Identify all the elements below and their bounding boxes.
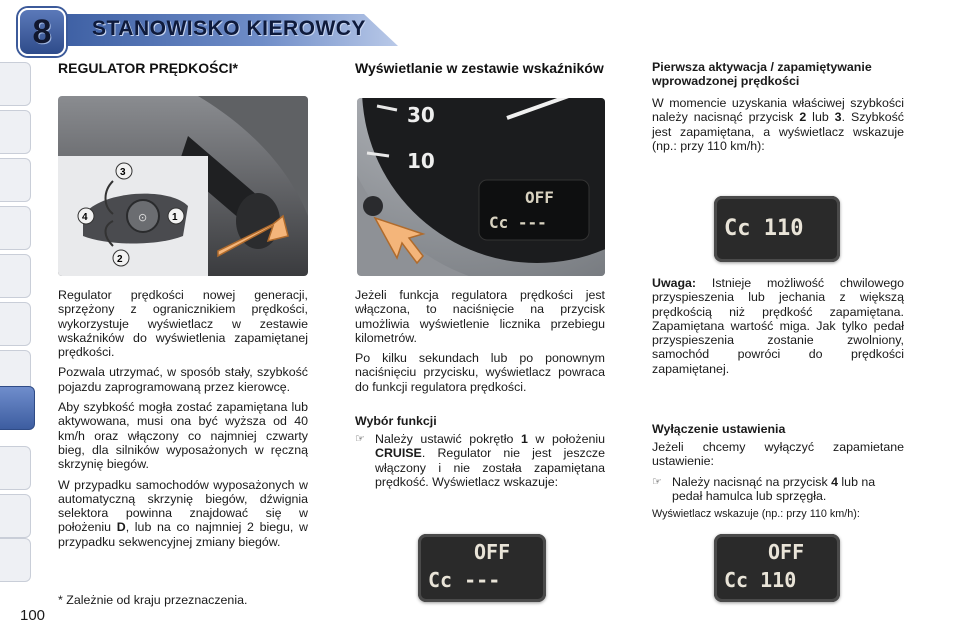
column-activation <box>652 60 904 159</box>
side-tab-11[interactable] <box>0 538 31 582</box>
side-tab-9[interactable] <box>0 446 31 490</box>
side-tab-10[interactable] <box>0 494 31 538</box>
paragraph: Aby szybkość mogła zostać zapamiętana lub aktywowana, musi ona być wyższa od 40 km/h oraz włączony co najmniej czwarty bieg, dla silników wyposażonych w ręczną skrzynię biegów. <box>58 400 308 472</box>
page-number: 100 <box>20 607 46 624</box>
svg-text:4: 4 <box>82 212 88 223</box>
svg-text:3: 3 <box>120 167 126 178</box>
gauge-label: 30 <box>407 103 435 127</box>
subheading-select: Wybór funkcji <box>355 414 437 429</box>
list-item: ☞ Należy nacisnąć na przycisk 4 lub na pedał hamulca lub sprzęgła. <box>652 474 876 503</box>
side-tab-4[interactable] <box>0 206 31 250</box>
lcd-line-1: OFF <box>525 188 554 207</box>
svg-text:1: 1 <box>172 212 178 223</box>
column-3-text <box>652 276 904 528</box>
section-title-display: Wyświetlanie w zestawie wskaźników <box>355 60 604 76</box>
column-1-text <box>58 288 308 555</box>
paragraph: Pozwala utrzymać, w sposób stały, szybkość pojazdu zaprogramowaną przez kierowcę. <box>58 365 308 394</box>
chapter-badge: 8 <box>18 8 66 56</box>
section-title-cruise: REGULATOR PRĘDKOŚCI* <box>58 60 238 76</box>
side-tab-8-active[interactable] <box>0 386 35 430</box>
side-tabs <box>0 62 30 582</box>
side-tab-2[interactable] <box>0 110 31 154</box>
side-tab-6[interactable] <box>0 302 31 346</box>
subheading-activation: Pierwsza aktywacja / zapamiętywanie wprowadzonej prędkości <box>652 60 872 88</box>
side-tab-5[interactable] <box>0 254 31 298</box>
lcd-off-cc-110: OFF Cc 110 <box>714 534 840 602</box>
instrument-cluster-photo <box>357 98 605 276</box>
lcd-cc-110: Cc 110 <box>714 196 840 262</box>
paragraph: W przypadku samochodów wyposażonych w automatyczną skrzynię biegów, dźwignia selektora powinna znajdować się w położeniu D, lub na co najmniej 2 biegu, w przypadku sekwencyjnej zmiany biegów. <box>58 477 309 549</box>
paragraph: Po kilku sekundach lub po ponownym naciśnięciu przycisku, wyświetlacz powraca do funkcji regulatora prędkości. <box>355 351 605 394</box>
note-paragraph: Uwaga: Istnieje możliwość chwilowego przyspieszenia lub jechania z większą prędkością niż prędkość zapamiętana. Zapamiętana wartość miga. Jak tylko pedał przyspieszenia zostanie zwolniony, samochód powróci do prędkości zapamiętanej. <box>652 276 904 376</box>
lcd-off-cc-dash: OFF Cc --- <box>418 534 546 602</box>
side-tab-1[interactable] <box>0 62 31 106</box>
subheading-off: Wyłączenie ustawienia <box>652 422 786 437</box>
paragraph: W momencie uzyskania właściwej szybkości należy nacisnąć przycisk 2 lub 3. Szybkość jest zapamiętana, a wyświetlacz wskazuje (np.: przy 110 km/h): <box>652 96 904 153</box>
pointing-hand-icon: ☞ <box>355 433 365 446</box>
svg-text:2: 2 <box>117 254 123 265</box>
svg-text:⊙: ⊙ <box>138 211 148 224</box>
pointing-hand-icon: ☞ <box>652 475 662 488</box>
list-item: ☞ Należy ustawić pokrętło 1 w położeniu CRUISE. Regulator nie jest jeszcze włączony i nie została zapamiętana prędkość. Wyświetlacz wskazuje: <box>355 432 605 489</box>
lcd-line-2: Cc --- <box>489 213 547 232</box>
gauge-label: 10 <box>407 149 435 173</box>
paragraph: Regulator prędkości nowej generacji, sprzężony z ogranicznikiem prędkości, wykorzystuje wyświetlacz w zestawie wskaźników do wyświetlenia zapamiętanej prędkości. <box>58 288 308 360</box>
side-tab-3[interactable] <box>0 158 31 202</box>
small-caption: Wyświetlacz wskazuje (np.: przy 110 km/h): <box>652 508 860 521</box>
steering-stalk-illustration <box>58 96 308 276</box>
page-title: STANOWISKO KIEROWCY <box>92 17 366 40</box>
stalk-photo <box>58 96 308 276</box>
column-2-text <box>355 288 605 489</box>
gauge-illustration <box>357 98 605 276</box>
footnote: * Zależnie od kraju przeznaczenia. <box>58 593 248 607</box>
column-display <box>355 60 605 76</box>
column-cruise-control <box>58 60 308 76</box>
paragraph: Jeżeli chcemy wyłączyć zapamietane ustawienie: <box>652 440 904 469</box>
paragraph: Jeżeli funkcja regulatora prędkości jest włączona, to naciśnięcie na przycisk umożliwia wyświetlenie licznika przebiegu kilometrów. <box>355 288 605 345</box>
